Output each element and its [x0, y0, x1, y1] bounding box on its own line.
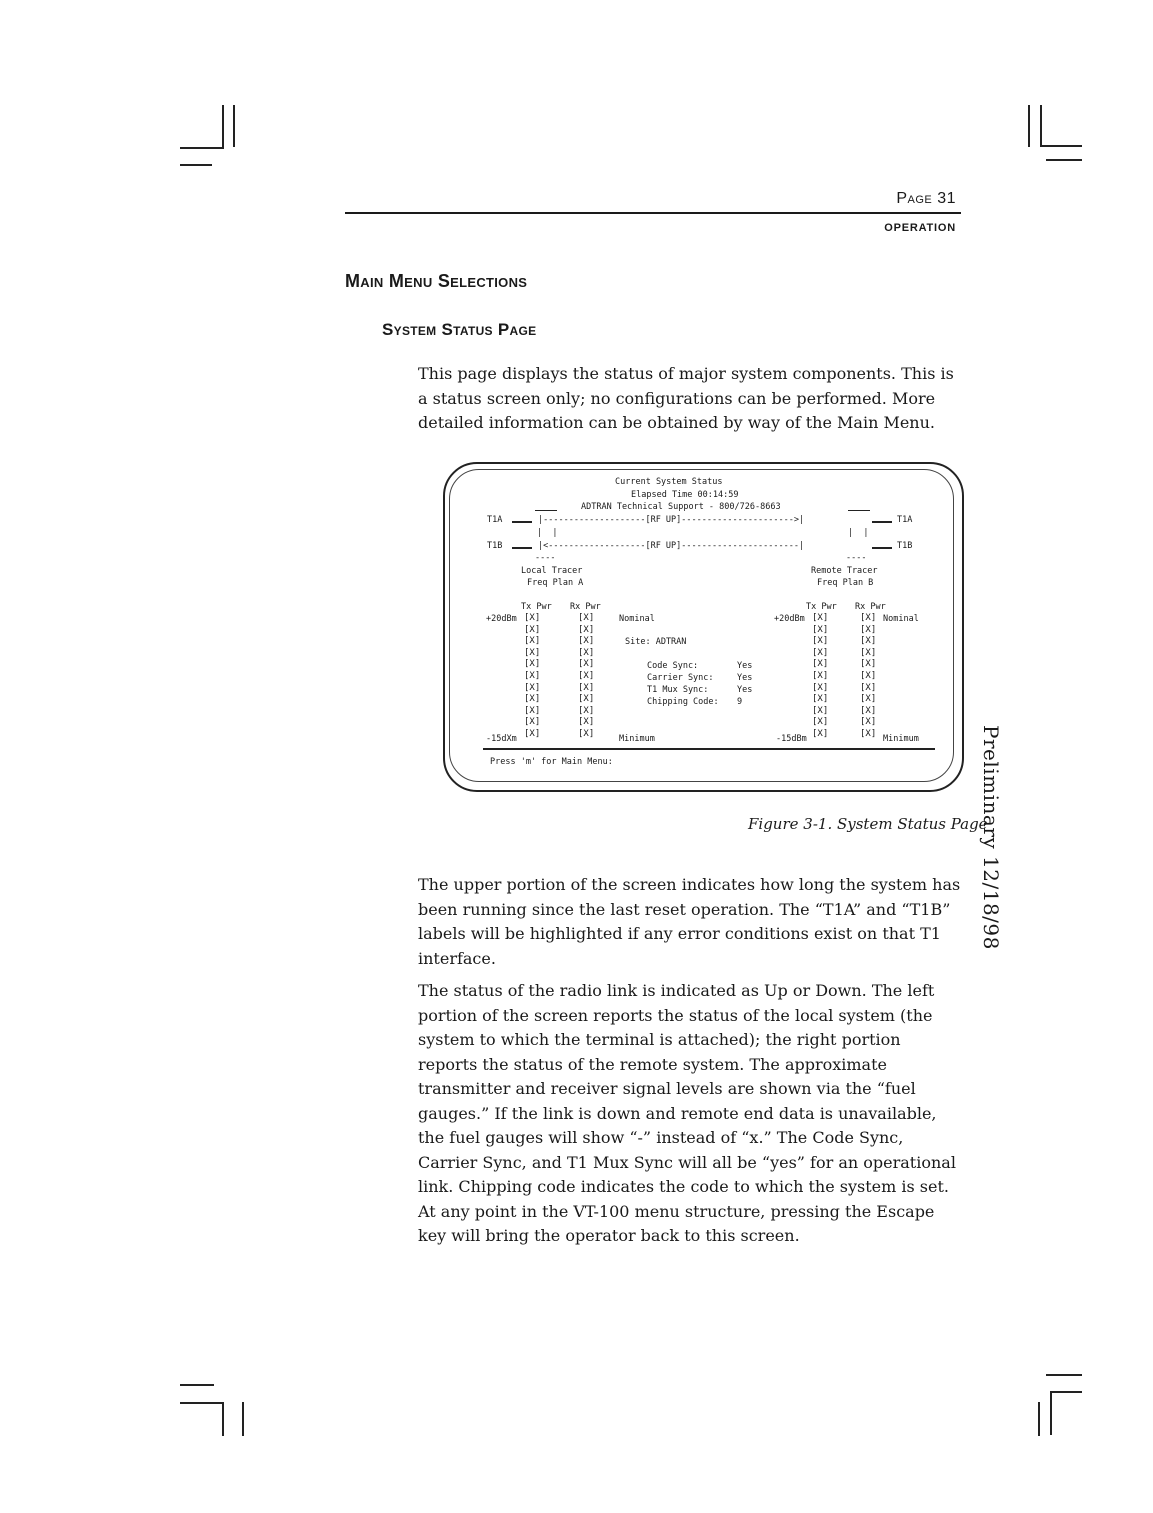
site-label: Site: ADTRAN: [625, 637, 687, 647]
gauge-cell: [X]: [578, 682, 595, 693]
gauge-cell: [X]: [524, 659, 541, 670]
gauge-cell: [X]: [860, 624, 877, 635]
gauge-cell: [X]: [860, 682, 877, 693]
gauge-cell: [X]: [578, 728, 595, 739]
tx-bottom-level-remote: -15dBm: [776, 734, 807, 744]
link-bottom: |<-------------------[RF UP]-----------------------|: [538, 541, 805, 551]
intro-paragraph: This page displays the status of major system components. This is a status screen only; no configurations can be performed. More detailed information can be obtained by way of the Main Menu.: [418, 364, 954, 432]
screen-divider: [483, 748, 935, 750]
t1b-right-line: [872, 547, 892, 549]
gauge-cell: [X]: [860, 717, 877, 728]
gauge-cell: [X]: [524, 682, 541, 693]
t1a-left-line: [512, 521, 532, 523]
link-bracket: [535, 510, 557, 511]
page-number: Page 31: [896, 190, 956, 207]
t1a-right-line: [872, 521, 892, 523]
gauge-cell: [X]: [812, 613, 829, 623]
minimum-label: Minimum: [619, 734, 655, 744]
gauge-cell: [X]: [812, 694, 829, 705]
remote-tracer: Remote Tracer: [811, 566, 878, 576]
preliminary-stamp: Preliminary 12/18/98: [979, 725, 1003, 950]
gauge-cell: [X]: [578, 705, 595, 716]
tx-pwr-header: Tx Pwr: [521, 602, 552, 612]
gauge-cell: [X]: [812, 659, 829, 670]
gauge-cell: [X]: [812, 717, 829, 728]
crop-mark: [1040, 145, 1082, 147]
chipping-code-label: Chipping Code:: [647, 697, 719, 707]
upper-portion-paragraph: The upper portion of the screen indicates how long the system has been running since the last reset operation. The “T1A” and “T1B” labels will be highlighted if any error conditions exist on that T1 interface.: [418, 875, 961, 968]
gauge-cell: [X]: [524, 624, 541, 635]
minimum-label-remote: Minimum: [883, 734, 919, 744]
nominal-label: Nominal: [619, 614, 655, 624]
tx-top-level-remote: +20dBm: [774, 614, 805, 624]
gauge-cell: [X]: [524, 636, 541, 647]
crop-mark: [1046, 1374, 1082, 1376]
crop-mark: [222, 1402, 224, 1436]
figure-caption: Figure 3-1. System Status Page: [748, 815, 988, 833]
mux-sync-value: Yes: [737, 685, 753, 695]
tx-bottom-level: -15dXm: [486, 734, 517, 744]
tx-top-level: +20dBm: [486, 614, 517, 624]
gauge-cell: [X]: [860, 694, 877, 705]
gauge-cell: [X]: [578, 694, 595, 705]
remote-tx-gauge: [812, 613, 828, 741]
link-top: |--------------------[RF UP]---------------------->|: [538, 515, 805, 525]
gauge-cell: [X]: [860, 647, 877, 658]
gauge-cell: [X]: [812, 636, 829, 647]
gauge-cell: [X]: [524, 728, 541, 739]
screen-title: Current System Status: [615, 477, 723, 487]
mux-sync-label: T1 Mux Sync:: [647, 685, 709, 695]
link-bracket-bottom: ----: [535, 553, 556, 563]
link-bracket-bottom: ----: [846, 553, 867, 563]
gauge-cell: [X]: [578, 613, 595, 623]
main-heading: Main Menu Selections: [345, 271, 528, 291]
crop-mark: [180, 164, 212, 166]
crop-mark: [180, 147, 224, 149]
header-rule: [345, 212, 961, 214]
t1a-right-label: T1A: [897, 515, 913, 525]
local-tx-gauge: [524, 613, 540, 741]
crop-mark: [242, 1402, 244, 1436]
crop-mark: [180, 1384, 214, 1386]
remote-freq-plan: Freq Plan B: [817, 578, 874, 588]
gauge-cell: [X]: [812, 705, 829, 716]
link-pipes: | |: [848, 528, 869, 538]
screen-elapsed: Elapsed Time 00:14:59: [631, 490, 739, 500]
gauge-cell: [X]: [860, 705, 877, 716]
gauge-cell: [X]: [578, 647, 595, 658]
rx-pwr-header: Rx Pwr: [570, 602, 601, 612]
gauge-cell: [X]: [860, 613, 877, 623]
code-sync-value: Yes: [737, 661, 753, 671]
gauge-cell: [X]: [812, 728, 829, 739]
t1a-left-label: T1A: [487, 515, 503, 525]
t1b-left-label: T1B: [487, 541, 503, 551]
gauge-cell: [X]: [860, 670, 877, 681]
crop-mark: [233, 105, 235, 147]
code-sync-label: Code Sync:: [647, 661, 699, 671]
radio-link-paragraph: The status of the radio link is indicated as Up or Down. The left portion of the screen reports the status of the local system (the system to which the terminal is attached); the right portion reports the status of the remote system. The approximate transmitter and receiver signal levels are shown via the “fuel gauges.” If the link is down and remote end data is unavailable, the fuel gauges will show “-” instead of “x.” The Code Sync, Carrier Sync, and T1 Mux Sync will all be “yes” for an operational link. Chipping code indicates the code to which the system is set. At any point in the VT-100 menu structure, pressing the Escape key will bring the operator back to this screen.: [418, 981, 956, 1245]
gauge-cell: [X]: [578, 670, 595, 681]
gauge-cell: [X]: [578, 659, 595, 670]
nominal-label-remote: Nominal: [883, 614, 919, 624]
gauge-cell: [X]: [524, 613, 541, 623]
crop-mark: [1040, 105, 1042, 147]
crop-mark: [1038, 1402, 1040, 1436]
tx-pwr-header-remote: Tx Pwr: [806, 602, 837, 612]
gauge-cell: [X]: [578, 624, 595, 635]
carrier-sync-value: Yes: [737, 673, 753, 683]
gauge-cell: [X]: [860, 728, 877, 739]
gauge-cell: [X]: [812, 670, 829, 681]
local-rx-gauge: [578, 613, 594, 741]
local-freq-plan: Freq Plan A: [527, 578, 584, 588]
gauge-cell: [X]: [524, 647, 541, 658]
gauge-cell: [X]: [524, 705, 541, 716]
link-pipes: | |: [537, 528, 558, 538]
remote-rx-gauge: [860, 613, 876, 741]
gauge-cell: [X]: [524, 717, 541, 728]
carrier-sync-label: Carrier Sync:: [647, 673, 714, 683]
crop-mark: [1028, 105, 1030, 147]
gauge-cell: [X]: [812, 682, 829, 693]
crop-mark: [180, 1402, 224, 1404]
t1b-right-label: T1B: [897, 541, 913, 551]
crop-mark: [1050, 1391, 1082, 1393]
sub-heading: System Status Page: [382, 320, 537, 339]
gauge-cell: [X]: [578, 636, 595, 647]
gauge-cell: [X]: [812, 647, 829, 658]
crop-mark: [222, 105, 224, 147]
gauge-cell: [X]: [812, 624, 829, 635]
gauge-cell: [X]: [524, 670, 541, 681]
gauge-cell: [X]: [860, 659, 877, 670]
crop-mark: [1046, 159, 1082, 161]
section-label: OPERATION: [884, 222, 956, 234]
t1b-left-line: [512, 547, 532, 549]
crop-mark: [1050, 1391, 1052, 1435]
chipping-code-value: 9: [737, 697, 743, 707]
link-bracket: [848, 510, 870, 511]
local-tracer: Local Tracer: [521, 566, 583, 576]
screen-support: ADTRAN Technical Support - 800/726-8663: [581, 502, 781, 512]
rx-pwr-header-remote: Rx Pwr: [855, 602, 886, 612]
main-menu-prompt[interactable]: Press 'm' for Main Menu:: [490, 757, 613, 767]
gauge-cell: [X]: [578, 717, 595, 728]
gauge-cell: [X]: [524, 694, 541, 705]
gauge-cell: [X]: [860, 636, 877, 647]
